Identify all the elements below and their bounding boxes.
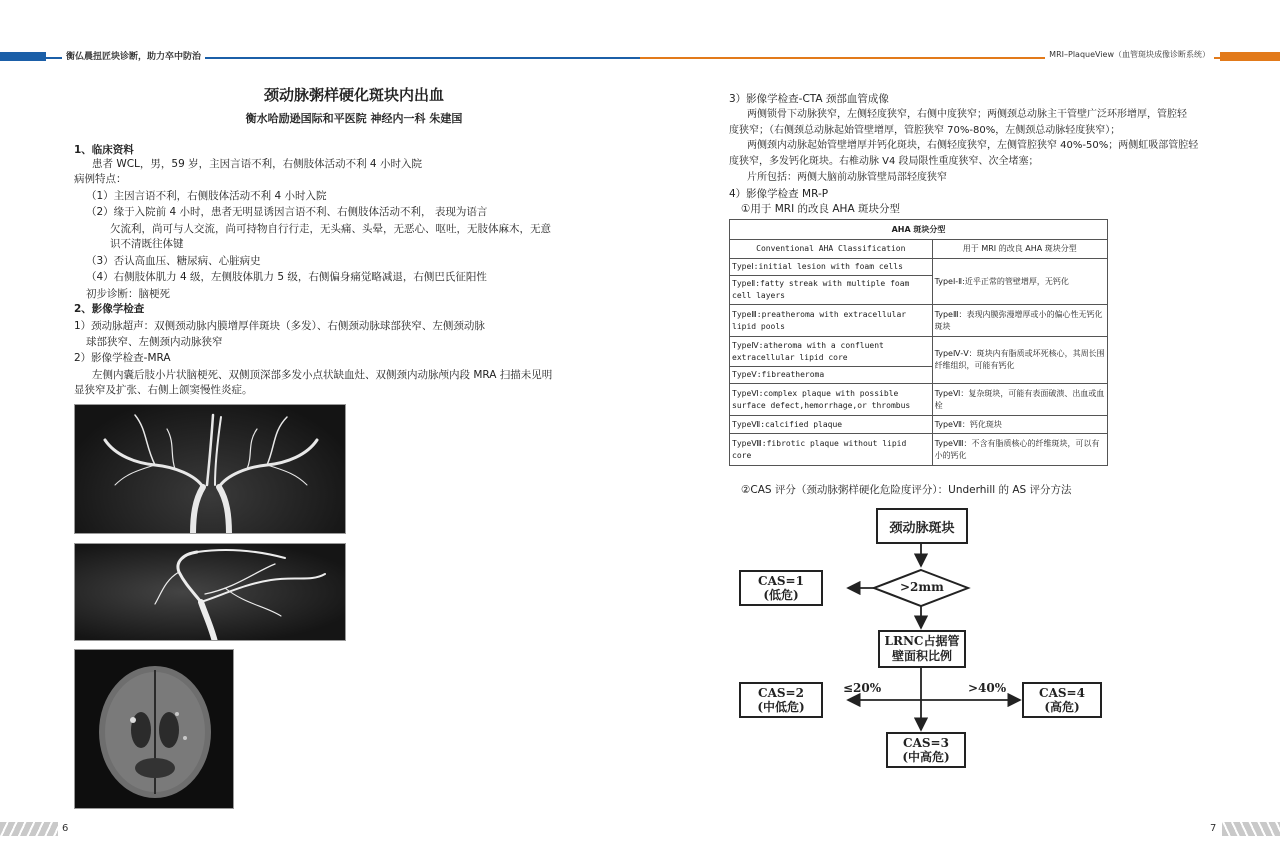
flow-node-cas1 <box>739 570 823 606</box>
table-cell: TypeⅧ：不含有脂质核心的纤维斑块，可以有小的钙化 <box>932 434 1107 466</box>
table-cell: TypeⅣ:atheroma with a confluent extracellular lipid core <box>730 337 933 367</box>
table-cell: TypeⅧ:fibrotic plaque without lipid core <box>730 434 933 466</box>
header-left-bar <box>0 52 46 61</box>
flow-decision-label: >2mm <box>900 580 944 594</box>
flow-label-le20: ≤20% <box>843 681 882 695</box>
table-row <box>730 434 1108 466</box>
paragraph-line: 左侧内囊后肢小片状脑梗死、双侧顶深部多发小点状缺血灶、双侧颈内动脉颅内段 MRA 扫描未见明 <box>92 369 553 381</box>
paragraph-line: 度狭窄；（右侧颈总动脉起始管壁增厚，管腔狭窄 70%-80%，左侧颈总动脉轻度狭窄）； <box>729 125 1121 136</box>
flow-node-text: (中高危) <box>902 750 950 764</box>
paragraph-line: 3）影像学检查-CTA 颈部血管成像 <box>729 93 889 105</box>
paragraph-line: 球部狭窄、左侧颈内动脉狭窄 <box>86 336 223 348</box>
section-heading-imaging: 2、影像学检查 <box>74 303 145 315</box>
paragraph-line: 欠流利，尚可与人交流，尚可持物自行行走，无头痛、头晕，无恶心、呕吐，无肢体麻木，无意 <box>110 223 551 235</box>
table-row <box>730 220 1108 240</box>
flow-node-text: CAS=1 <box>758 574 804 588</box>
table-title: AHA 斑块分型 <box>730 220 1108 240</box>
table-row <box>730 240 1108 259</box>
dwi-axial-scan <box>74 649 234 809</box>
table-cell: TypeⅣ-Ⅴ：斑块内有脂质或坏死核心，其周长围纤维组织，可能有钙化 <box>932 337 1107 384</box>
flow-node-text: CAS=3 <box>903 736 949 750</box>
paragraph-line: 2）影像学检查-MRA <box>74 352 171 364</box>
mra-frontal-scan <box>74 404 346 534</box>
flow-node-text: 壁面积比例 <box>891 649 952 663</box>
flow-node-text: (高危) <box>1044 700 1080 714</box>
vessel-image <box>75 405 346 534</box>
table-row <box>730 416 1108 434</box>
paragraph-line: ①用于 MRI 的改良 AHA 斑块分型 <box>741 203 900 215</box>
flow-node-cas3 <box>886 732 966 768</box>
table-cell: TypeⅦ:calcified plaque <box>730 416 933 434</box>
flow-node-text: LRNC占据管 <box>884 634 960 648</box>
flow-node-carotid-plaque: 颈动脉斑块 <box>876 508 968 544</box>
paragraph-line: 识不清既往体键 <box>110 238 184 250</box>
mra-lateral-scan <box>74 543 346 641</box>
table-row <box>730 337 1108 367</box>
section-heading-clinical: 1、临床资料 <box>74 144 134 156</box>
author-line: 衡水哈励逊国际和平医院 神经内一科 朱建国 <box>245 112 463 125</box>
table-cell: TypeⅠ:initial lesion with foam cells <box>730 259 933 276</box>
vessel-image <box>75 544 346 641</box>
flow-node-text: (低危) <box>763 588 799 602</box>
table-cell: TypeⅢ:preatheroma with extracellular lipid pools <box>730 305 933 337</box>
page-number-right: 7 <box>1210 823 1217 834</box>
page-title: 颈动脉粥样硬化斑块内出血 <box>263 86 444 104</box>
aha-classification-table <box>729 219 1108 466</box>
paragraph-line: （1）主因言语不利，右侧肢体活动不利 4 小时入院 <box>86 190 327 202</box>
table-cell: TypeⅤ:fibreatheroma <box>730 367 933 384</box>
header-right-text: MRI–PlaqueView（血管斑块成像诊断系统） <box>1045 49 1214 60</box>
paragraph-line: （3）否认高血压、糖尿病、心脏病史 <box>86 255 261 267</box>
flow-node-text: CAS=2 <box>758 686 804 700</box>
page-number-left: 6 <box>62 823 69 834</box>
paragraph-line: 显狭窄及扩张、右侧上颌窦慢性炎症。 <box>74 384 253 396</box>
paragraph-line: 度狭窄，多发钙化斑块。右椎动脉 V4 段局限性重度狭窄、次全堵塞； <box>729 156 1039 167</box>
column-header: Conventional AHA Classification <box>730 240 933 259</box>
paragraph-line: （4）右侧肢体肌力 4 级，左侧肢体肌力 5 级，右侧偏身痛觉略减退，右侧巴氏征阳性 <box>86 271 487 283</box>
flow-node-cas2 <box>739 682 823 718</box>
paragraph-line: 两侧颈内动脉起始管壁增厚并钙化斑块，右侧轻度狭窄，左侧管腔狭窄 40%-50%；两侧虹吸部管腔轻 <box>747 140 1199 151</box>
flow-node-lrnc <box>878 630 966 668</box>
header-left-text: 衡仏晨扭匠块诊断，助力卒中防治 <box>62 49 205 62</box>
paragraph-line: 两侧锁骨下动脉狭窄，左侧轻度狭窄，右侧中度狭窄；两侧颈总动脉主干管壁广泛环形增厚，管腔轻 <box>747 109 1187 120</box>
paragraph-line: 初步诊断：脑梗死 <box>86 288 170 300</box>
header-right-bar <box>1220 52 1280 61</box>
table-cell: TypeⅠ-Ⅱ:近乎正常的管壁增厚，无钙化 <box>932 259 1107 305</box>
column-header: 用于 MRI 的改良 AHA 斑块分型 <box>932 240 1107 259</box>
paragraph-line: 4）影像学检查 MR-P <box>729 188 829 200</box>
footer-left-stripe <box>0 822 58 836</box>
table-cell: TypeⅥ：复杂斑块，可能有表面破溃、出血或血栓 <box>932 384 1107 416</box>
table-cell: TypeⅥ:complex plaque with possible surface defect,hemorrhage,or thrombus <box>730 384 933 416</box>
paragraph-line: 片所包括：两侧大脑前动脉管壁局部轻度狭窄 <box>747 172 947 183</box>
footer-right-stripe <box>1222 822 1280 836</box>
table-cell: TypeⅦ：钙化斑块 <box>932 416 1107 434</box>
paragraph-line: 病例特点： <box>74 173 127 185</box>
paragraph-line: ②CAS 评分（颈动脉粥样硬化危险度评分）：Underhill 的 AS 评分方法 <box>741 484 1072 496</box>
brain-image <box>75 650 234 809</box>
paragraph-line: 患者 WCL，男，59 岁，主因言语不利，右侧肢体活动不利 4 小时入院 <box>92 158 422 170</box>
paragraph-line: （2）缘于入院前 4 小时，患者无明显诱因言语不利、右侧肢体活动不利， 表现为语言 <box>86 206 488 218</box>
flow-node-text: CAS=4 <box>1039 686 1085 700</box>
flow-node-text: (中低危) <box>757 700 805 714</box>
paragraph-line: 1）颈动脉超声：双侧颈动脉内膜增厚伴斑块（多发）、右侧颈动脉球部狭窄、左侧颈动脉 <box>74 320 485 332</box>
table-row <box>730 259 1108 276</box>
table-row <box>730 384 1108 416</box>
flow-node-cas4 <box>1022 682 1102 718</box>
table-row <box>730 305 1108 337</box>
table-cell: TypeⅢ：表现内膜弥漫增厚或小的偏心性无钙化斑块 <box>932 305 1107 337</box>
flow-label-gt40: >40% <box>968 681 1007 695</box>
table-cell: TypeⅡ:fatty streak with multiple foam cell layers <box>730 276 933 305</box>
